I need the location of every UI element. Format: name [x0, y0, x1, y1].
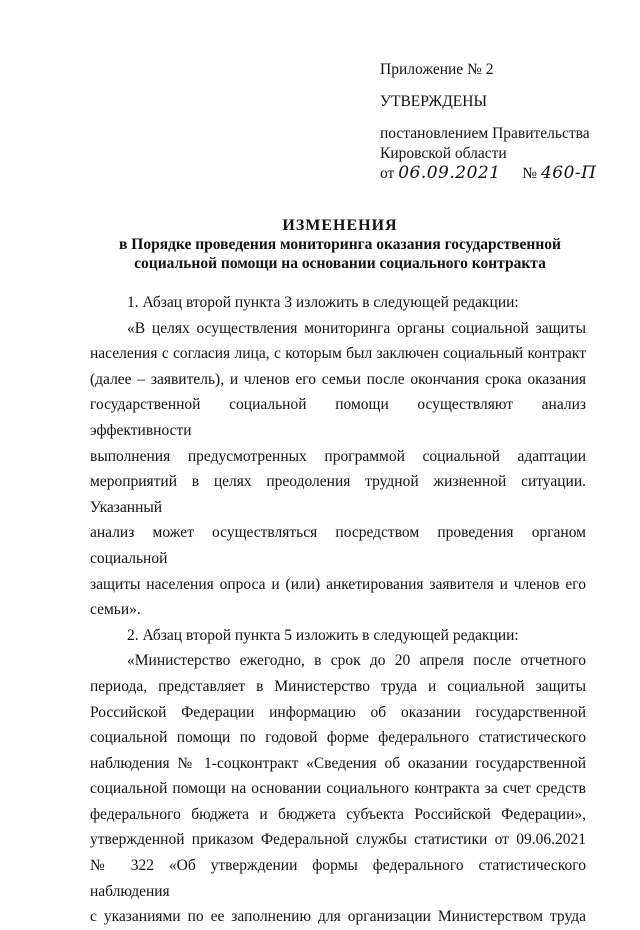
- para1-line-6: мероприятий в целях преодоления трудной жизненной ситуации. Указанный: [90, 473, 586, 516]
- para1-line-5: выполнения предусмотренных программой социальной адаптации: [90, 447, 586, 465]
- region-label: Кировской области: [380, 145, 507, 162]
- title-main: ИЗМЕНЕНИЯ: [282, 217, 398, 234]
- para1-line-7: анализ может осуществляться посредством проведения органом социальной: [90, 524, 586, 567]
- decree-date-line: [380, 163, 597, 184]
- approved-label: УТВЕРЖДЕНЫ: [380, 93, 487, 110]
- para2-line-2: периода, представляет в Министерство труда и социальной защиты: [90, 677, 586, 695]
- para1-line-2: населения с согласия лица, с которым был заключен социальный контракт: [90, 345, 586, 363]
- para1-line-9: семьи».: [90, 601, 141, 619]
- para2-line-4: социальной помощи по годовой форме федерального статистического: [90, 729, 586, 747]
- para1-line-3: (далее – заявитель), и членов его семьи после окончания срока оказания: [90, 370, 586, 388]
- date-prefix: от: [380, 165, 395, 182]
- handwritten-number: 460-П: [540, 163, 597, 183]
- para2-line-1: «Министерство ежегодно, в срок до 20 апреля после отчетного: [127, 652, 586, 670]
- item-2: 2. Абзац второй пункта 5 изложить в следующей редакции:: [127, 626, 519, 644]
- decree-label: постановлением Правительства: [380, 125, 590, 142]
- para1-line-8: защиты населения опроса и (или) анкетирования заявителя и членов его: [90, 575, 586, 593]
- title-line-2: социальной помощи на основании социального контракта: [134, 255, 546, 272]
- para2-line-6: социальной помощи на основании социального контракта за счет средств: [90, 780, 586, 798]
- para2-line-8: утвержденной приказом Федеральной службы статистики от 09.06.2021: [90, 831, 586, 849]
- para1-line-1: «В целях осуществления мониторинга органы социальной защиты: [127, 319, 586, 337]
- para2-line-7: федерального бюджета и бюджета субъекта Российской Федерации»,: [90, 805, 586, 823]
- para1-line-4: государственной социальной помощи осуществляют анализ эффективности: [90, 396, 586, 439]
- para2-line-10: с указаниями по ее заполнению для организации Министерством труда: [90, 908, 586, 926]
- handwritten-date: 06.09.2021: [398, 163, 501, 183]
- para2-line-5: наблюдения № 1-соцконтракт «Сведения об оказании государственной: [90, 754, 586, 772]
- appendix-number: Приложение № 2: [380, 61, 494, 78]
- number-prefix: №: [522, 165, 538, 182]
- document-body: [90, 290, 586, 930]
- document-title: [95, 216, 585, 273]
- item-1: 1. Абзац второй пункта 3 изложить в следующей редакции:: [127, 294, 519, 311]
- para2-line-9: № 322 «Об утверждении формы федерального статистического наблюдения: [90, 857, 586, 900]
- para2-line-3: Российской Федерации информацию об оказании государственной: [90, 703, 586, 721]
- title-line-1: в Порядке проведения мониторинга оказания государственной: [119, 236, 561, 253]
